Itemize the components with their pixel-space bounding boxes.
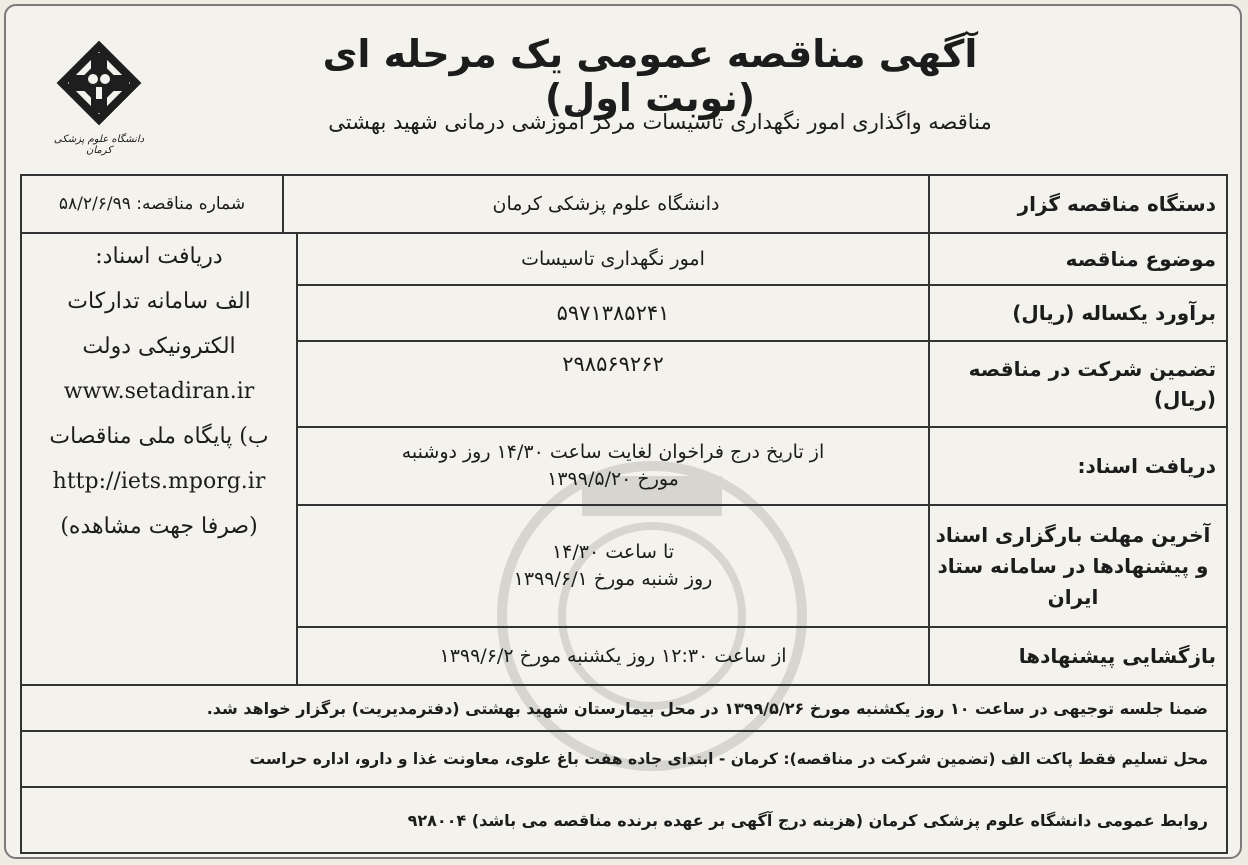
side-line-5: ب) پایگاه ملی مناقصات [49,424,269,449]
iets-link: http://iets.mporg.ir [52,469,266,494]
guarantee-value: ۲۹۸۵۶۹۲۶۲ [562,352,664,376]
notice-title: آگهی مناقصه عمومی یک مرحله ای (نوبت اول) [322,32,978,120]
side-line-1: دریافت اسناد: [95,244,223,269]
delivery-note: محل تسلیم فقط پاکت الف (تضمین شرکت در مناقصه): کرمان - ابتدای جاده هفت باغ علوی، معاونت غذا و دارو، اداره حراست [249,750,1208,768]
tender-table [20,174,1228,854]
tender-number: شماره مناقصه: ۵۸/۲/۶/۹۹ [58,194,246,214]
estimate-value: ۵۹۷۱۳۸۵۲۴۱ [556,301,670,325]
documents-label: دریافت اسناد: [1077,454,1216,478]
organizer-label: دستگاه مناقصه گزار [1017,192,1216,216]
estimate-label: برآورد یکساله (ریال) [1012,301,1216,325]
deadline-value-line2: روز شنبه مورخ ۱۳۹۹/۶/۱ [513,568,713,590]
deadline-label: آخرین مهلت بارگزاری اسناد و پیشنهادها در سامانه ستاد ایران [935,522,1211,609]
subject-label: موضوع مناقصه [1065,247,1216,271]
public-relations-note: روابط عمومی دانشگاه علوم پزشکی کرمان (هزینه درج آگهی بر عهده برنده مناقصه می باشد) ۹۲۸۰۰۴ [407,810,1208,830]
side-line-2: الف سامانه تدارکات [67,289,251,314]
logo-caption: دانشگاه علوم پزشکی کرمان [53,134,145,156]
logo-emblem-icon [44,36,154,136]
documents-value-line2: مورخ ۱۳۹۹/۵/۲۰ [547,468,679,490]
briefing-note: ضمنا جلسه توجیهی در ساعت ۱۰ روز یکشنبه مورخ ۱۳۹۹/۵/۲۶ در محل بیمارستان شهید بهشتی (دفترمدیریت) برگزار خواهد شد. [206,698,1208,718]
side-line-7: (صرفا جهت مشاهده) [60,514,258,539]
deadline-value [298,506,928,626]
documents-value-line1: از تاریخ درج فراخوان لغایت ساعت ۱۴/۳۰ روز دوشنبه [401,441,825,463]
notice-subtitle: مناقصه واگذاری امور نگهداری تاسیسات مرکز آموزشی درمانی شهید بهشتی [328,110,992,134]
university-logo [44,36,154,160]
organizer-value: دانشگاه علوم پزشکی کرمان [492,192,720,215]
document-sources-panel [22,234,296,686]
guarantee-label: تضمین شرکت در مناقصه (ریال) [968,357,1216,411]
deadline-value-line1: تا ساعت ۱۴/۳۰ [551,541,675,563]
tender-notice [4,4,1242,859]
documents-value [298,428,928,504]
setadiran-link: www.setadiran.ir [63,379,255,404]
subject-value: امور نگهداری تاسیسات [521,247,705,270]
side-line-3: الکترونیکی دولت [82,334,236,359]
opening-value: از ساعت ۱۲:۳۰ روز یکشنبه مورخ ۱۳۹۹/۶/۲ [439,644,787,667]
opening-label: بازگشایی پیشنهادها [1018,644,1216,668]
